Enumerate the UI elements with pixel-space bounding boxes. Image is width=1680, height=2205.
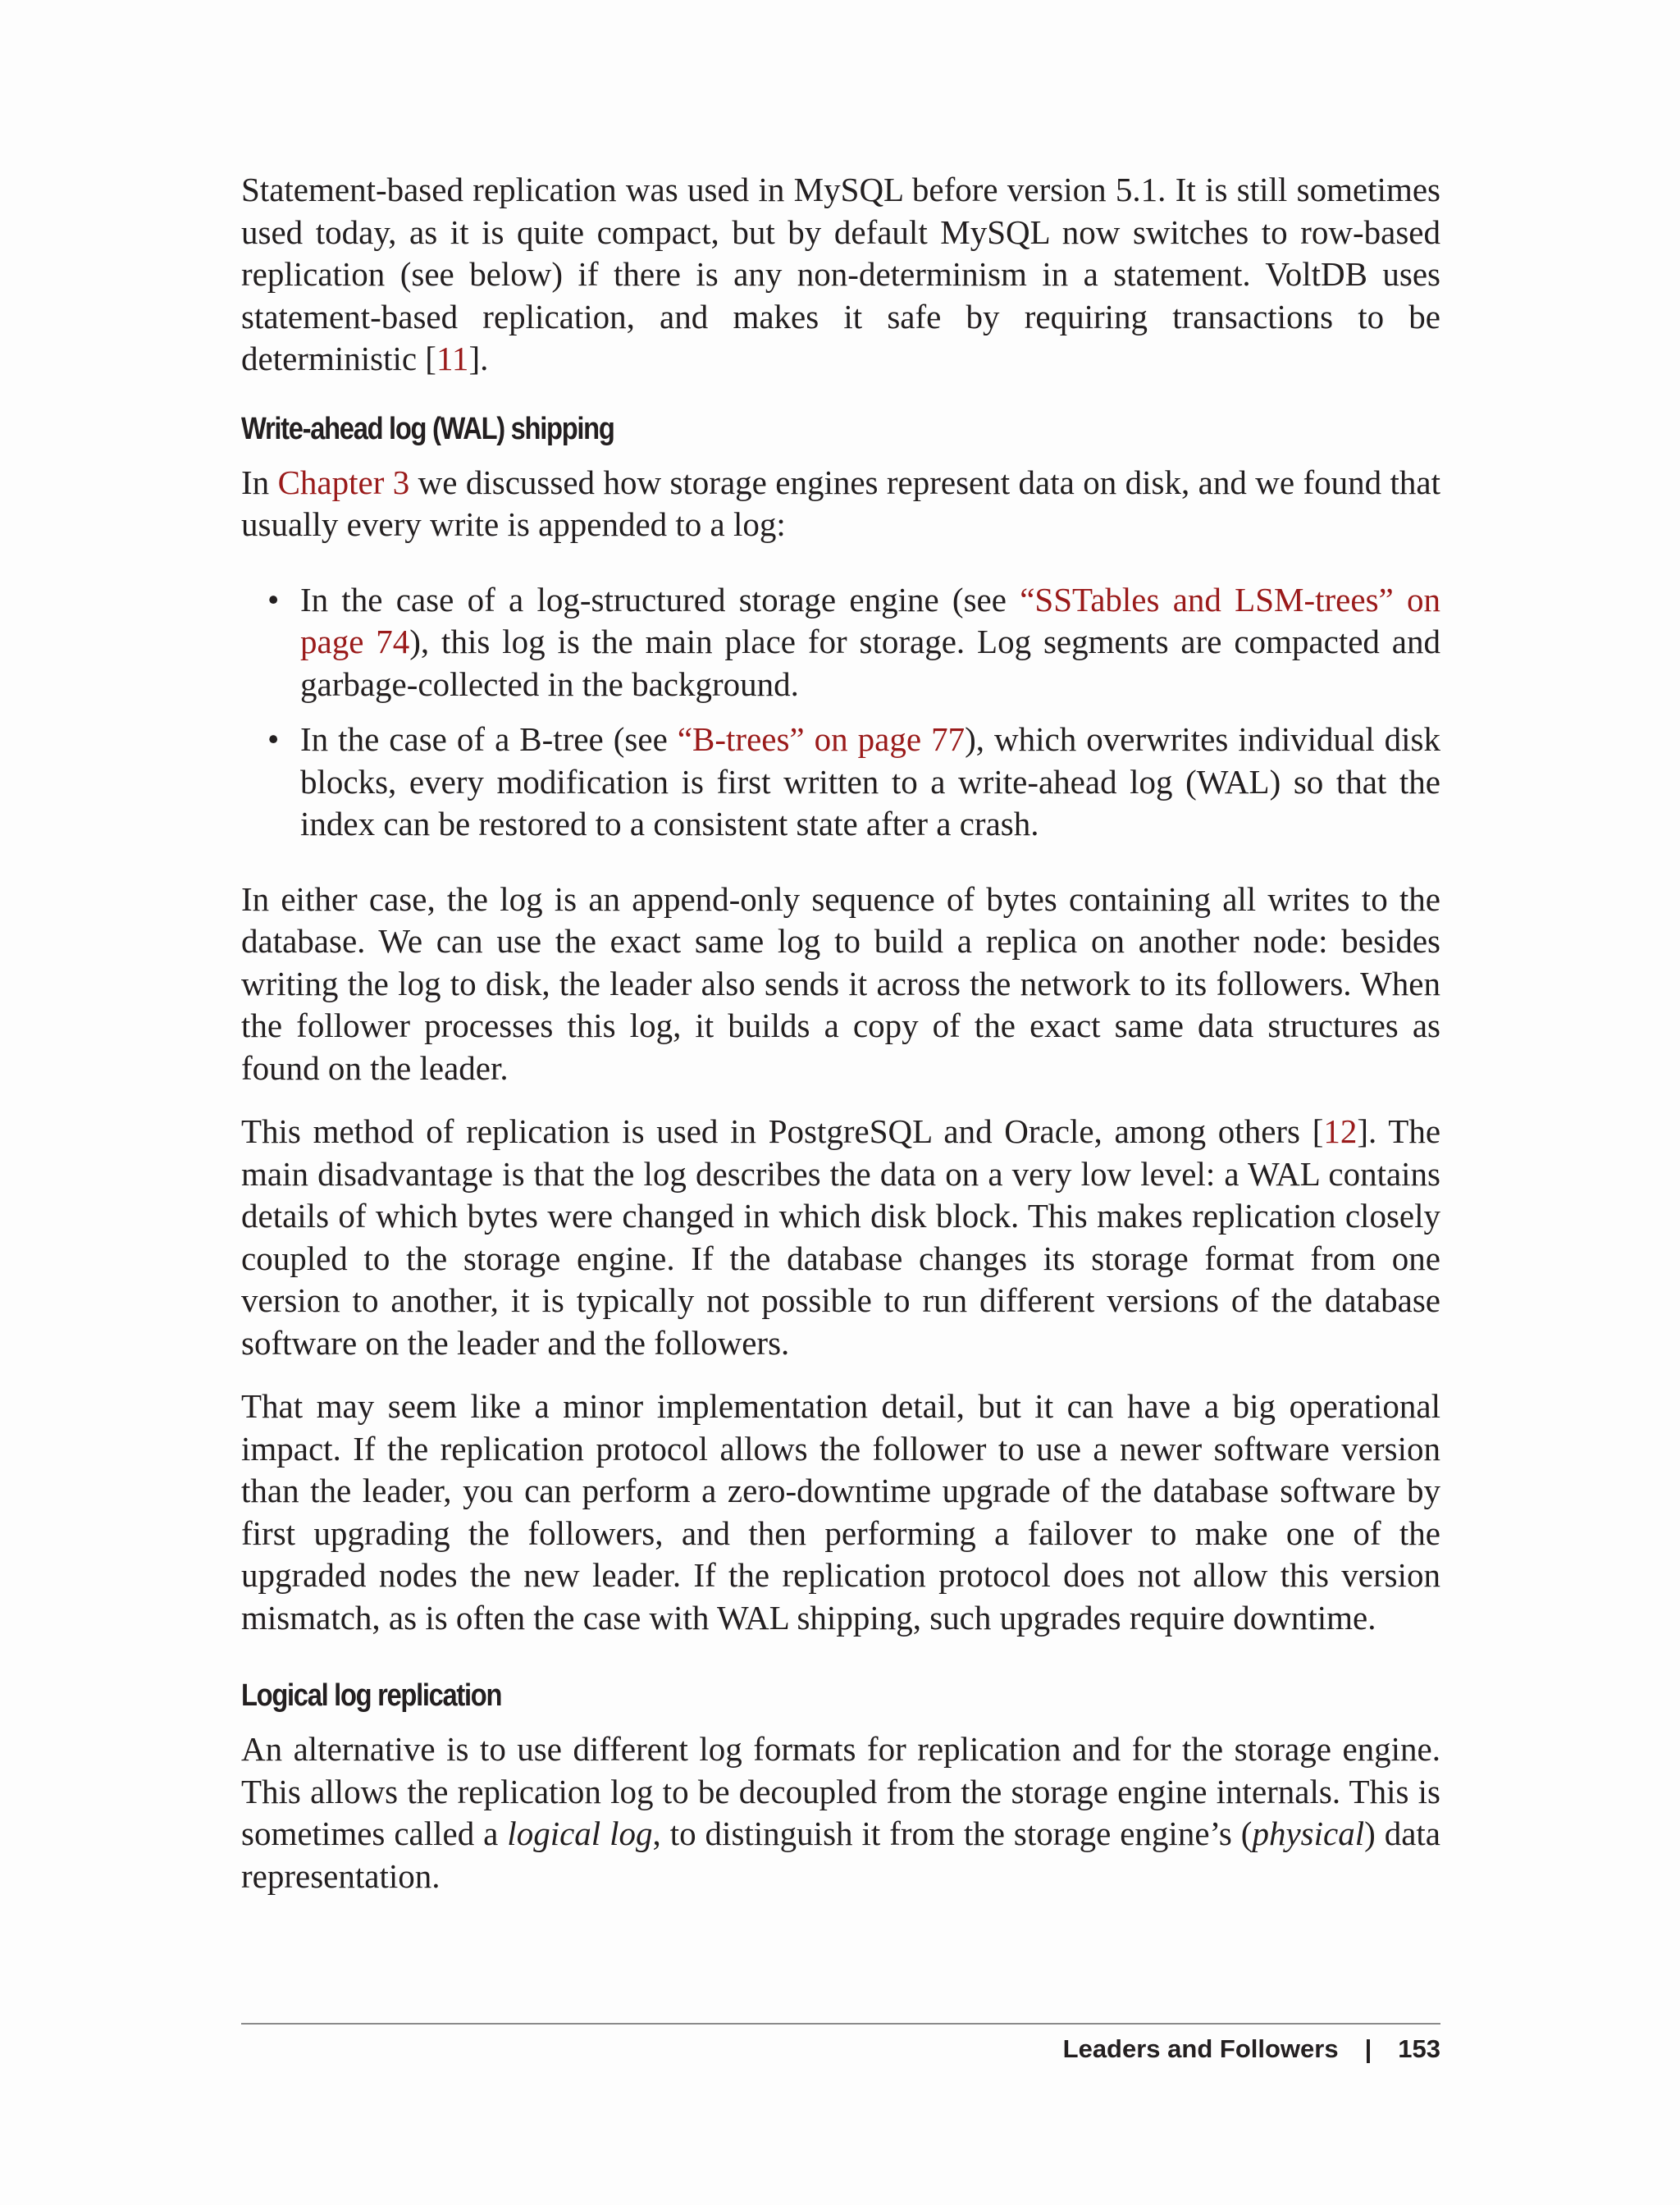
paragraph-wal-intro: In Chapter 3 we discussed how storage engines represent data on disk, and we found that usually every write is appended to a log: [241, 463, 1440, 543]
heading-logical-log: Logical log replication [241, 1678, 502, 1713]
paragraph-upgrade: That may seem like a minor implementation detail, but it can have a big operational impact. If the replication protocol allows the follower to use a newer software version than the leader, you can perform a zero-downtime upgrade of the database software by first upgrading the followers, and then performing a failover to make one of the upgraded nodes the new leader. If the replication protocol does not allow this version mismatch, as is often the case with WAL shipping, such upgrades require downtime. [241, 1387, 1440, 1637]
page-number: 153 [1398, 2034, 1440, 2063]
list-item: • In the case of a B-tree (see “B-trees” on page 77), which overwrites individual disk blocks, every modification is first written to a write-ahead log (WAL) so that the index can be restored to a consistent state after a crash. [267, 720, 1441, 842]
bullet-list [241, 579, 1440, 846]
paragraph-postgresql: This method of replication is used in PostgreSQL and Oracle, among others [12]. The main disadvantage is that the log describes the data on a very low level: a WAL contains details of which bytes were changed in which disk block. This makes replication closely coupled to the storage engine. If the database changes its storage format from one version to another, it is typically not possible to run different versions of the database software on the leader and the followers. [241, 1112, 1441, 1362]
reference-link-12[interactable]: 12 [1323, 1112, 1358, 1150]
chapter-3-link[interactable]: Chapter 3 [277, 463, 410, 501]
page-footer [1063, 2034, 1440, 2064]
paragraph-statement-based: Statement-based replication was used in MySQL before version 5.1. It is still sometimes used today, as it is quite compact, but by default MySQL now switches to row-based replication (see below) if there is any non-determinism in a statement. VoltDB uses statement-based replication, and makes it safe by requiring transactions to be deterministic [11]. [241, 171, 1440, 377]
footer-divider [241, 2023, 1440, 2025]
footer-separator: | [1364, 2034, 1372, 2063]
list-item: • In the case of a log-structured storage engine (see “SSTables and LSM-trees” on page 74), this log is the main place for storage. Log segments are compacted and garbage-collected in the background. [267, 580, 1440, 703]
bullet-icon: • [267, 580, 280, 619]
paragraph-logical-log: An alternative is to use different log formats for replication and for the storage engine. This allows the replication log to be decoupled from the storage engine internals. This is sometimes called a logical log, to distinguish it from the storage engine’s (physical) data representation. [241, 1730, 1440, 1895]
heading-wal-shipping: Write-ahead log (WAL) shipping [241, 411, 614, 446]
reference-link-11[interactable]: 11 [436, 340, 469, 377]
sstables-link[interactable]: “SSTables and LSM-trees” on page 74 [300, 580, 1440, 660]
page-content [241, 169, 1440, 1919]
paragraph-append-only: In either case, the log is an append-only sequence of bytes containing all writes to the database. We can use the exact same log to build a replica on another node: besides writing the log to disk, the leader also sends it across the network to its followers. When the follower processes this log, it builds a copy of the exact same data structures as found on the leader. [241, 879, 1440, 1087]
btrees-link[interactable]: “B-trees” on page 77 [677, 720, 966, 758]
footer-section-title: Leaders and Followers [1062, 2034, 1339, 2063]
bullet-icon: • [267, 720, 280, 758]
